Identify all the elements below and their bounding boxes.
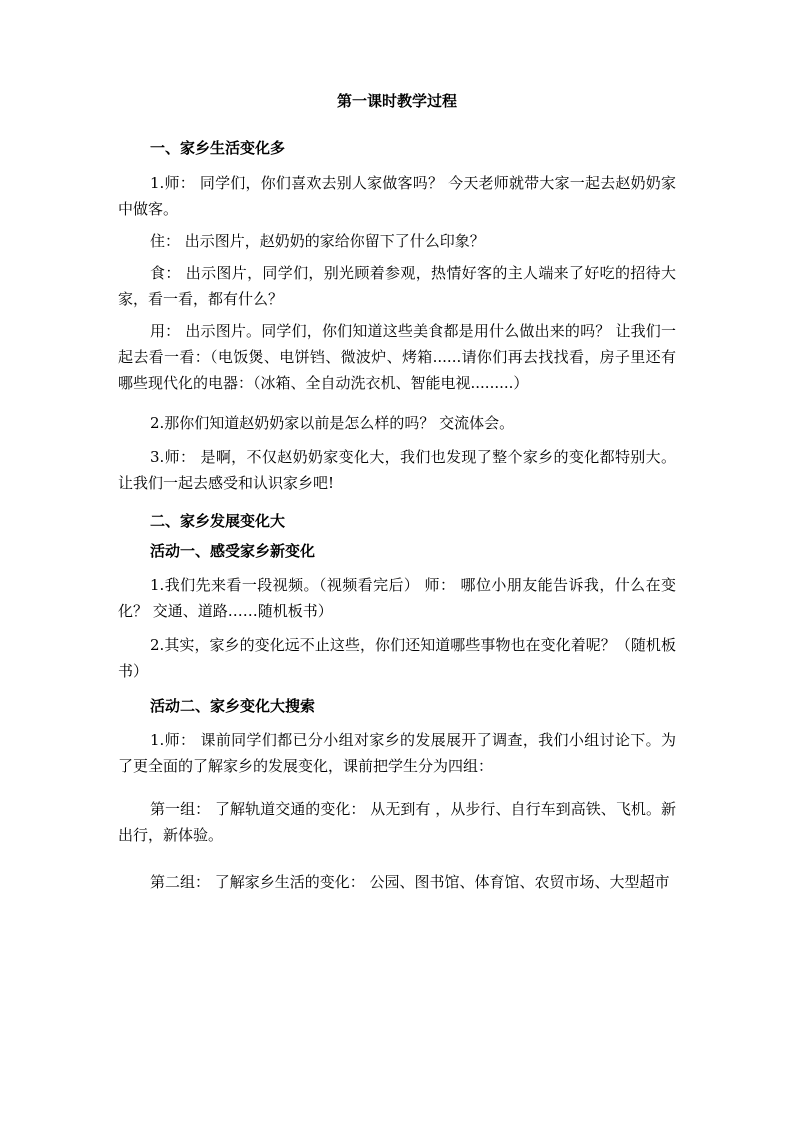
activity-heading-1: 活动一、感受家乡新变化 [150,542,316,560]
paragraph: 用： 出示图片。同学们，你们知道这些美食都是用什么做出来的吗？ 让我们一起去看一看：（电饭煲、电饼铛、微波炉、烤箱......请你们再去找找看，房子里还有哪些现代化的电器：（冰箱、全自动洗衣机、智能电视.........） [118,322,676,392]
activity-heading-2: 活动二、家乡变化大搜索 [150,697,316,715]
section-heading-1: 一、家乡生活变化多 [150,139,286,157]
paragraph: 2.那你们知道赵奶奶家以前是怎么样的吗？ 交流体会。 [150,414,515,432]
paragraph: 2.其实，家乡的变化远不止这些，你们还知道哪些事物也在变化着呢？（随机板书） [118,636,676,680]
paragraph: 1.我们先来看一段视频。（视频看完后） 师： 哪位小朋友能告诉我，什么在变化？ 交通、道路……随机板书） [118,576,676,620]
paragraph: 1.师： 课前同学们都已分小组对家乡的发展展开了调查，我们小组讨论下。为了更全面的了解家乡的发展变化，课前把学生分为四组： [118,731,676,775]
paragraph: 住： 出示图片，赵奶奶的家给你留下了什么印象？ [150,232,485,250]
paragraph: 食： 出示图片，同学们，别光顾着参观，热情好客的主人端来了好吃的招待大家，看一看，都有什么？ [118,264,676,308]
paragraph: 第一组： 了解轨道交通的变化： 从无到有 ，从步行、自行车到高铁、飞机。新出行，新体验。 [118,800,676,844]
document-title: 第一课时教学过程 [336,92,457,110]
section-heading-2: 二、家乡发展变化大 [150,512,286,530]
paragraph: 1.师： 同学们，你们喜欢去别人家做客吗？ 今天老师就带大家一起去赵奶奶家中做客。 [118,174,676,218]
paragraph: 3.师： 是啊，不仅赵奶奶家变化大，我们也发现了整个家乡的变化都特别大。让我们一起去感受和认识家乡吧! [118,448,676,492]
paragraph: 第二组： 了解家乡生活的变化： 公园、图书馆、体育馆、农贸市场、大型超市 [150,873,670,891]
